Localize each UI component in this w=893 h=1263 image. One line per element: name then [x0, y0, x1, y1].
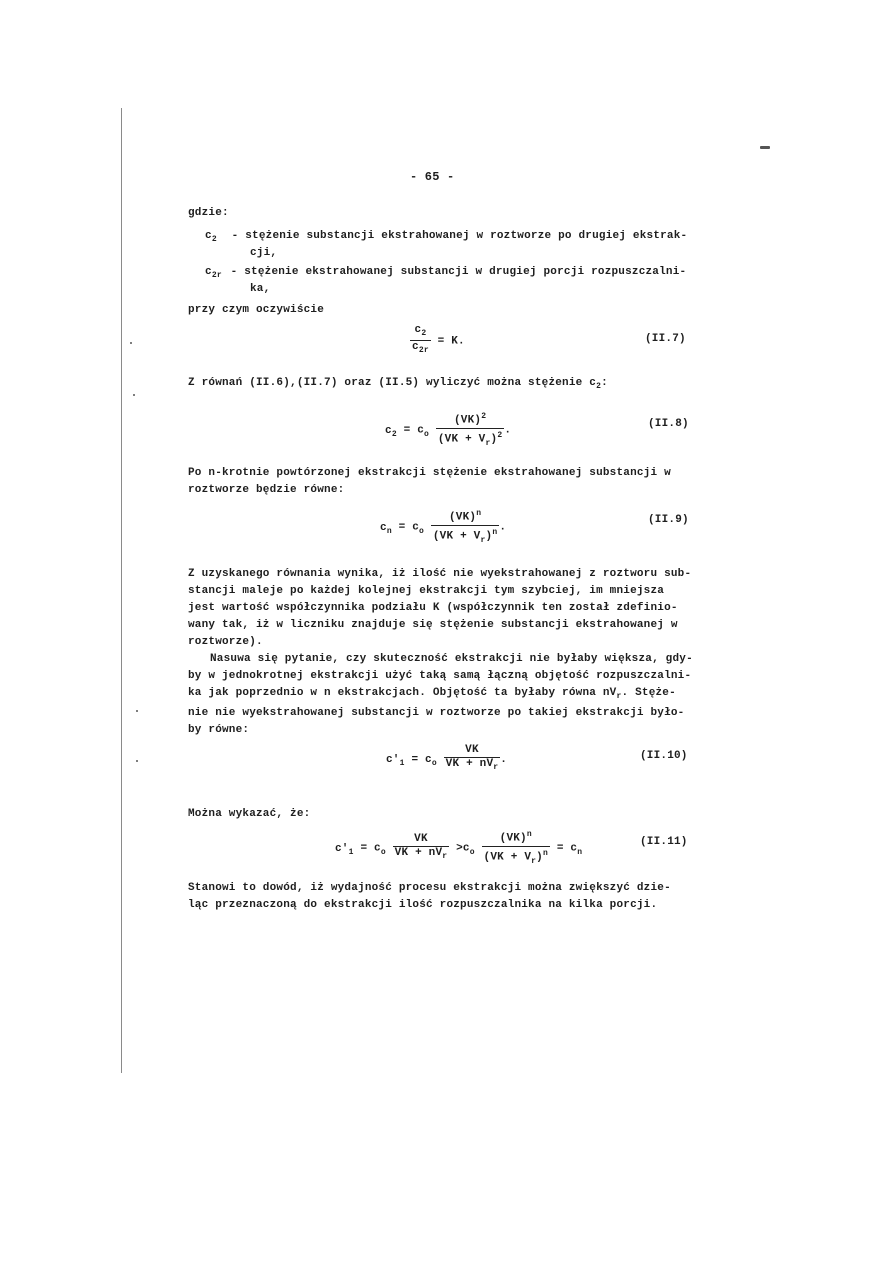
paragraph-2: Nasuwa się pytanie, czy skuteczność ekstrakcji nie byłaby większa, gdy- by w jednokrotnej ekstrakcji użyć taką samą łączną objętość rozpuszczalni- ka jak poprzednio w n ekstrakcjach. Objętość ta byłaby równa $nV_r$. Stęże- nie nie wyekstrahowanej substancji w roztworze po takiej ekstrakcji było- by równe:: [188, 653, 693, 737]
definition-c2r: $c_{2r}$ - stężenie ekstrahowanej substancji w drugiej porcji rozpuszczalni-: [205, 266, 687, 281]
eq8-fraction: $\frac{(VK)^2}{(VK + V_r)^2}$: [437, 412, 503, 448]
eq9-fraction: $\frac{(VK)^n}{(VK + V_r)^n}$: [432, 509, 498, 545]
z-rownan: Z równań (II.6),(II.7) oraz (II.5) wyliczyć można stężenie $c_2$:: [188, 377, 608, 392]
eq10-label: (II.10): [640, 750, 688, 762]
page-number: - 65 -: [410, 170, 455, 184]
eq7-fraction: $\frac{c_2}{c_{2r}}$: [412, 324, 429, 356]
equation-II10: $c'_1 = c_o$ $\frac{VK}{VK + nV_r}$ .: [386, 744, 508, 773]
eq10-fraction: $\frac{VK}{VK + nV_r}$: [445, 744, 499, 773]
scan-speck: [136, 760, 138, 762]
page-margin-line: [121, 108, 122, 1073]
equation-II8: $c_2 = c_o$ $\frac{(VK)^2}{(VK + V_r)^2}$ .: [385, 412, 512, 448]
scan-speck: [136, 710, 138, 712]
equation-II11: $c'_1 = c_o$ $\frac{VK}{VK + nV_r}$ $>c_o$ $\frac{(VK)^n}{(VK + V_r)^n}$ = $c_n$: [335, 830, 583, 866]
eq11-fraction-1: $\frac{VK}{VK + nV_r}$: [394, 832, 448, 861]
eq11-label: (II.11): [640, 836, 688, 848]
def-symbol: $c_2$: [205, 230, 217, 245]
definition-c2: $c_2$ - stężenie substancji ekstrahowanej w roztworze po drugiej ekstrak-: [205, 230, 688, 245]
scan-speck: [130, 342, 132, 344]
po-n-krotnie: Po n-krotnie powtórzonej ekstrakcji stężenie ekstrahowanej substancji w roztworze będzie równe:: [188, 467, 671, 496]
eq8-label: (II.8): [648, 418, 689, 430]
paragraph-1: Z uzyskanego równania wynika, iż ilość nie wyekstrahowanej z roztworu sub- stancji maleje po każdej kolejnej ekstrakcji tym szybciej, im mniejsza jest wartość współczynnika podziału K (współczynnik ten został zdefinio- wany tak, iż w liczniku znajduje się stężenie substancji ekstrahowanej w roztworze).: [188, 568, 692, 648]
gdzie-label: gdzie:: [188, 207, 229, 219]
scan-speck: [133, 394, 135, 396]
def-symbol: $c_{2r}$: [205, 266, 222, 281]
eq11-fraction-2: $\frac{(VK)^n}{(VK + V_r)^n}$: [483, 830, 548, 866]
definition-c2r-cont: ka,: [250, 283, 271, 295]
equation-II9: $c_n = c_o$ $\frac{(VK)^n}{(VK + V_r)^n}$ .: [380, 509, 507, 545]
definition-c2-cont: cji,: [250, 247, 278, 259]
scan-mark: [760, 146, 770, 149]
equation-II7: $\frac{c_2}{c_{2r}}$ = K.: [412, 324, 465, 356]
mozna-wykazac: Można wykazać, że:: [188, 808, 311, 820]
eq7-label: (II.7): [645, 333, 686, 345]
przy-czym: przy czym oczywiście: [188, 304, 325, 316]
final-paragraph: Stanowi to dowód, iż wydajność procesu ekstrakcji można zwiększyć dzie- ląc przeznaczoną do ekstrakcji ilość rozpuszczalnika na kilka porcji.: [188, 882, 671, 911]
eq9-label: (II.9): [648, 514, 689, 526]
